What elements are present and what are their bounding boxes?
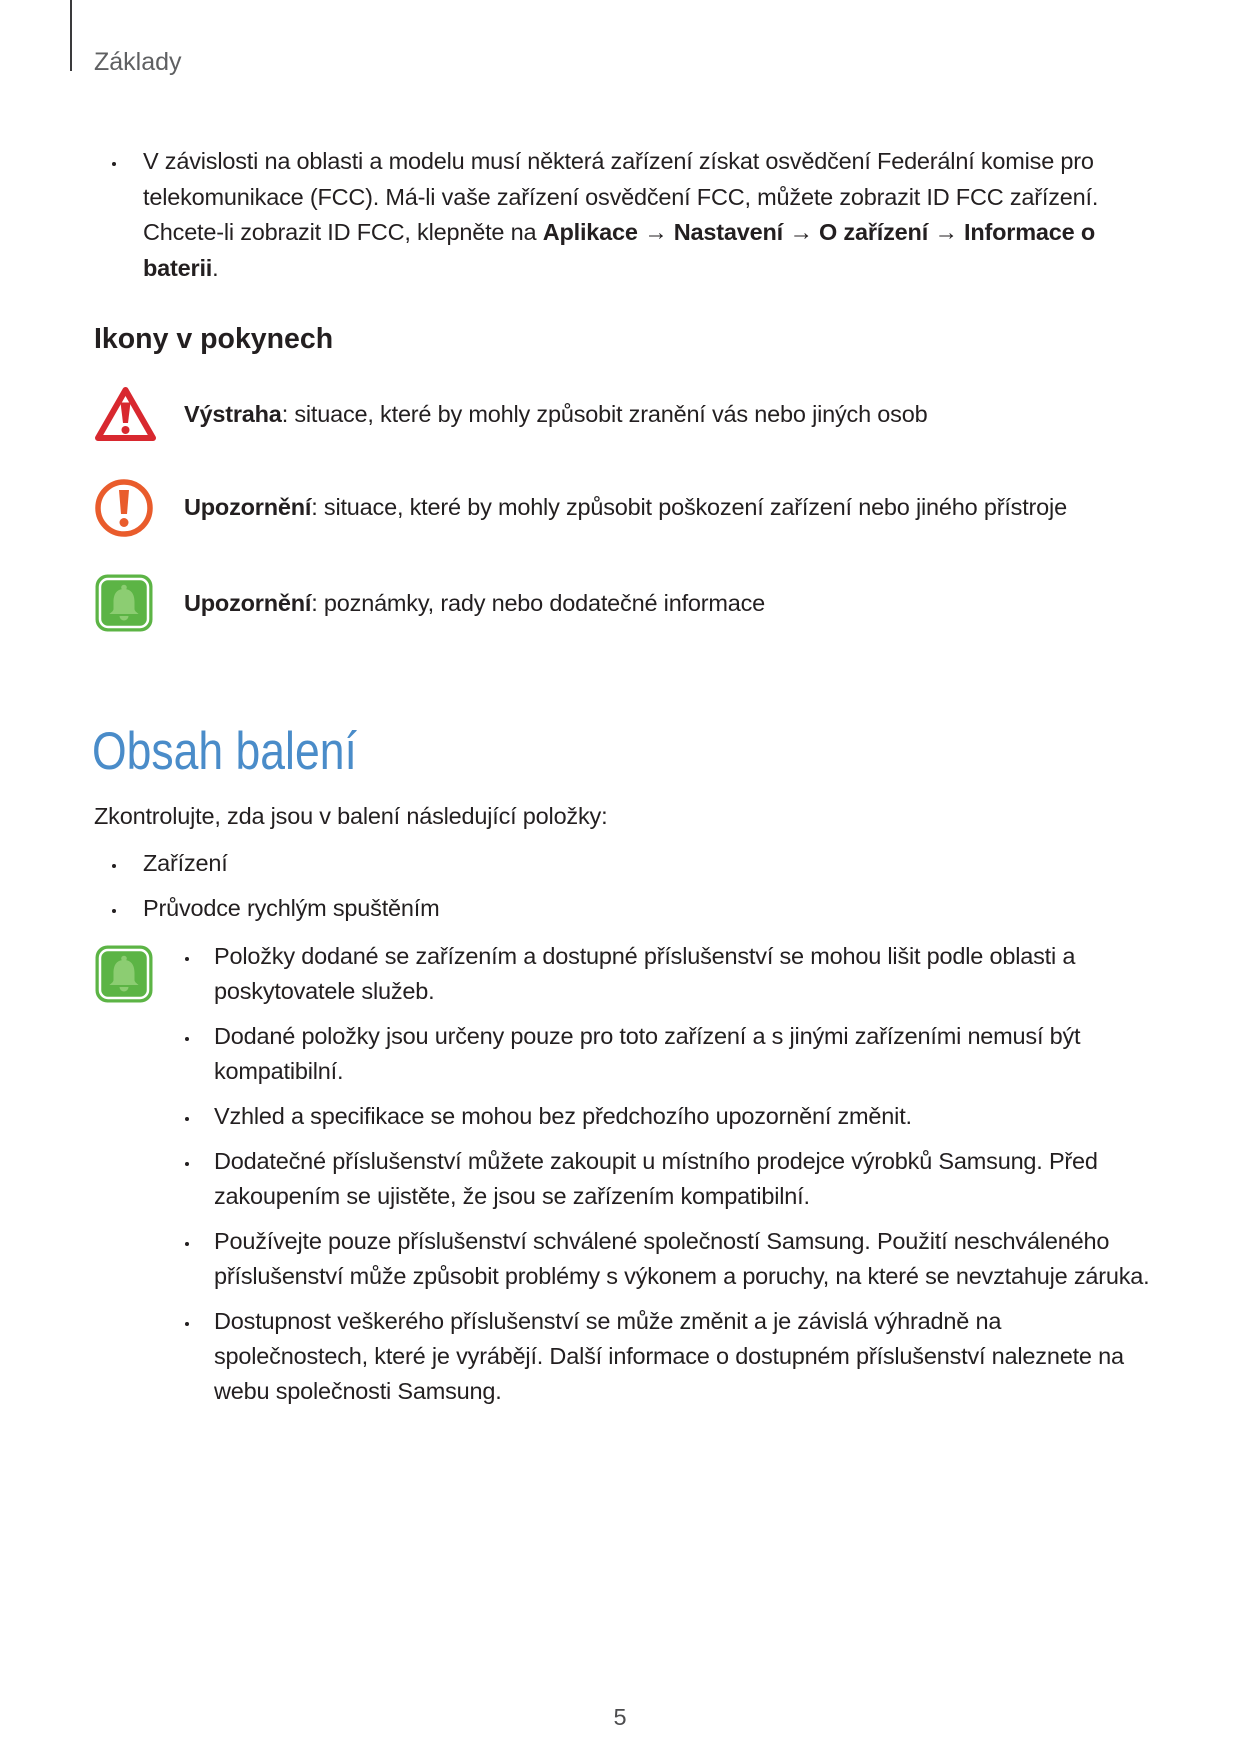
bullet <box>185 1117 189 1121</box>
fcc-note-end: . <box>212 254 219 281</box>
bullet <box>185 1037 189 1041</box>
warning-text: : situace, které by mohly způsobit zranění vás nebo jiných osob <box>281 401 928 427</box>
package-note: Dostupnost veškerého příslušenství se může změnit a je závislá výhradně na společnostech, které je vyrábějí. Další informace o dostupném příslušenství naleznete na webu společnosti Samsung. <box>214 1308 1124 1404</box>
caution-label: Upozornění <box>184 494 312 520</box>
note-bell-icon <box>94 573 154 633</box>
page-number: 5 <box>613 1704 627 1730</box>
package-item: Průvodce rychlým spuštěním <box>143 895 440 921</box>
package-note: Vzhled a specifikace se mohou bez předchozího upozornění změnit. <box>214 1103 912 1129</box>
caution-circle-icon <box>94 478 154 538</box>
package-item: Zařízení <box>143 850 228 876</box>
bullet <box>185 1322 189 1326</box>
section-name: Základy <box>94 48 182 76</box>
note-text: : poznámky, rady nebo dodatečné informace <box>311 590 766 616</box>
warning-triangle-icon <box>94 386 157 442</box>
package-note: Dodatečné příslušenství můžete zakoupit u místního prodejce výrobků Samsung. Před zakoupením se ujistěte, že jsou se zařízením kompatibilní. <box>214 1148 1098 1209</box>
fcc-note <box>143 144 1148 286</box>
list-item <box>214 1304 1159 1409</box>
list-item <box>214 939 1159 1009</box>
menu-path-settings: Nastavení <box>673 219 784 245</box>
header-rule <box>70 0 72 71</box>
list-item <box>214 1144 1159 1214</box>
package-items-list <box>143 846 1143 936</box>
path-arrow: → <box>789 219 813 245</box>
package-note: Používejte pouze příslušenství schválené společností Samsung. Použití neschváleného příslušenství může způsobit problémy s výkonem a poruchy, na které se nevztahuje záruka. <box>214 1228 1150 1289</box>
package-notes-list <box>214 939 1159 1419</box>
package-intro: Zkontrolujte, zda jsou v balení následující položky: <box>94 803 608 829</box>
fcc-note-text: V závislosti na oblasti a modelu musí některá zařízení získat osvědčení Federální komise pro telekomunikace (FCC). Má-li vaše zařízení osvědčení FCC, můžete zobrazit ID FCC zařízení. Chcete-li zobrazit ID FCC, klepněte na <box>143 148 1099 245</box>
bullet <box>185 957 189 961</box>
note-description <box>184 586 765 622</box>
note-label: Upozornění <box>184 590 312 616</box>
warning-label: Výstraha <box>184 401 282 427</box>
caution-description <box>184 490 1067 526</box>
note-bell-icon <box>94 944 154 1004</box>
package-note: Položky dodané se zařízením a dostupné příslušenství se mohou lišit podle oblasti a poskytovatele služeb. <box>214 943 1076 1004</box>
list-item <box>143 891 1143 927</box>
bullet <box>185 1162 189 1166</box>
list-item <box>214 1019 1159 1089</box>
icons-section-title: Ikony v pokynech <box>94 323 334 355</box>
bullet <box>112 909 116 913</box>
package-note: Dodané položky jsou určeny pouze pro toto zařízení a s jinými zařízeními nemusí být kompatibilní. <box>214 1023 1081 1084</box>
bullet <box>112 864 116 868</box>
path-arrow: → <box>644 219 668 245</box>
list-item <box>214 1224 1159 1294</box>
bullet <box>112 162 116 166</box>
list-item <box>214 1099 1159 1134</box>
warning-description <box>184 397 927 433</box>
list-item <box>143 846 1143 882</box>
bullet <box>185 1242 189 1246</box>
package-title: Obsah balení <box>92 722 357 781</box>
menu-path-apps: Aplikace <box>542 219 638 245</box>
menu-path-about-device: O zařízení <box>819 219 929 245</box>
menu-path-battery-info: Informace o baterii <box>143 219 1096 281</box>
path-arrow: → <box>934 219 958 245</box>
caution-text: : situace, které by mohly způsobit poškození zařízení nebo jiného přístroje <box>311 494 1067 520</box>
